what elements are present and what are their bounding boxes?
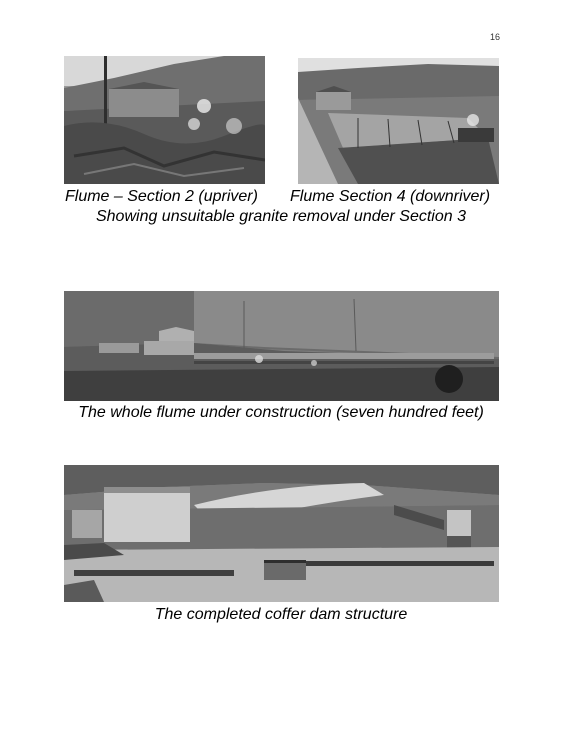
flume-section-4-photo xyxy=(298,58,499,184)
flume-section-4-caption: Flume Section 4 (downriver) xyxy=(290,188,491,205)
flume-section-2-caption: Flume – Section 2 (upriver) xyxy=(65,188,258,205)
shared-caption: Showing unsuitable granite removal under Section 3 xyxy=(95,208,466,225)
whole-flume-photo xyxy=(64,291,499,401)
coffer-dam-photo xyxy=(64,465,499,602)
flume-section-2-photo xyxy=(64,56,265,184)
page-number: 16 xyxy=(489,32,500,42)
whole-flume-caption: The whole flume under construction (seven hundred feet) xyxy=(78,404,484,421)
coffer-dam-caption: The completed coffer dam structure xyxy=(154,606,408,623)
